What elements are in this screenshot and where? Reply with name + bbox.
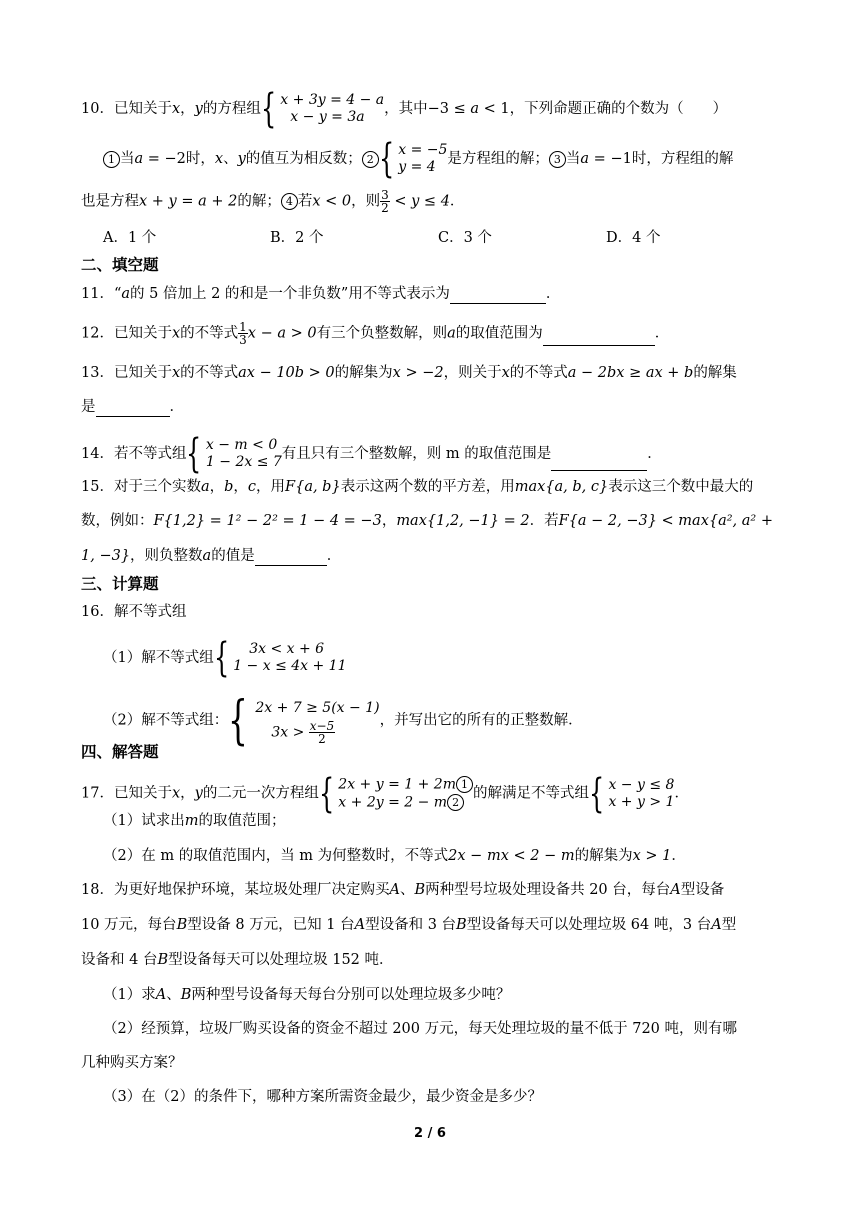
q13-line1: 13．已知关于x的不等式ax − 10b > 0的解集为x > −2，则关于x的不等式a − 2bx ≥ ax + b的解集 [81, 365, 737, 381]
q18-part2-line2: 几种购买方案？ [81, 1055, 183, 1071]
q10-option-c[interactable]: C．3 个 [438, 230, 492, 246]
q17-part2: （2）在 m 的取值范围内，当 m 为何整数时，不等式2x − mx < 2 − m的解集为x > 1． [103, 848, 686, 864]
q16-part1: （1）解不等式组{ 3x < x + 6 1 − x ≤ 4x + 11 [103, 635, 347, 681]
q18-line3: 设备和 4 台B型设备每天可以处理垃圾 152 吨． [81, 952, 394, 968]
q16-title: 16．解不等式组 [81, 604, 187, 620]
q14: 14．若不等式组{ x − m < 0 1 − 2x ≤ 7 有且只有三个整数解，则 m 的取值范围是 ． [81, 431, 662, 477]
q15-answer-blank[interactable] [255, 549, 327, 566]
q10-option-d[interactable]: D．4 个 [606, 230, 661, 246]
q18-part2-line1: （2）经预算，垃圾厂购买设备的资金不超过 200 万元，每天处理垃圾的量不低于 720 吨，则有哪 [103, 1021, 738, 1037]
q10-line1: 10．已知关于x，y的方程组{ x + 3y = 4 − a x − y = 3a ，其中−3 ≤ a < 1，下列命题正确的个数为（ ） [81, 86, 728, 132]
q13-answer-blank[interactable] [96, 400, 170, 417]
q11: 11．“a的 5 倍加上 2 的和是一个非负数”用不等式表示为 ． [81, 286, 561, 302]
section-heading-calculation: 三、计算题 [81, 575, 159, 593]
q18-part1: （1）求A、B两种型号设备每天每台分别可以处理垃圾多少吨？ [103, 987, 511, 1003]
q10-option-b[interactable]: B．2 个 [270, 230, 324, 246]
q12-answer-blank[interactable] [543, 329, 655, 346]
q10-line2: 1 当a = −2时，x、y的值互为相反数； 2 { x = −5 y = 4 是方程组的解； 3 当a = −1时，方程组的解 [103, 142, 733, 176]
q18-line1: 18．为更好地保护环境，某垃圾处理厂决定购买A、B两种型号垃圾处理设备共 20 台，每台A型设备 [81, 882, 725, 898]
q18-line2: 10 万元，每台B型设备 8 万元，已知 1 台A型设备和 3 台B型设备每天可以处理垃圾 64 吨，3 台A型 [81, 917, 737, 933]
q13-line2: 是 ． [81, 399, 184, 415]
section-heading-fill-in: 二、填空题 [81, 256, 159, 274]
q15-line3: 1, −3}，则负整数a的值是 ． [81, 548, 342, 564]
q17-part1: （1）试求出m的取值范围； [103, 813, 286, 829]
q10-option-a[interactable]: A．1 个 [103, 230, 157, 246]
q18-part3: （3）在（2）的条件下，哪种方案所需资金最少，最少资金是多少？ [103, 1089, 542, 1105]
q15-line1: 15．对于三个实数a，b，c，用F{a, b}表示这两个数的平方差，用max{a, b, c}表示这三个数中最大的 [81, 479, 754, 495]
q16-part2: （2）解不等式组：{ 2x + 7 ≥ 5(x − 1) 3x > $\frac{x-5}{2}$ ，并写出它的所有的正整数解． [103, 690, 583, 751]
page-number: 2 / 6 [414, 1126, 446, 1141]
q17-line1: 17．已知关于x，y的二元一次方程组{ 2x + y = 1 + 2m 1 x + 2y = 2 − m 2 的解满足不等式组{ x − y ≤ 8 x + y > 1 ． [81, 770, 689, 817]
q10-line3: 也是方程x + y = a + 2的解； 4 若x < 0，则 $\frac{3}{2}$ < y ≤ 4． [81, 188, 465, 215]
q12: 12．已知关于x的不等式 $\frac{1}{3}$ x − a > 0有三个负整数解，则a的取值范围为 ． [81, 320, 670, 347]
q15-line2: 数，例如：F{1,2} = 1² − 2² = 1 − 4 = −3，max{1,2, −1} = 2．若F{a − 2, −3} < max{a², a² + [81, 513, 773, 529]
q11-answer-blank[interactable] [450, 287, 546, 304]
section-heading-answer: 四、解答题 [81, 743, 159, 761]
q14-answer-blank[interactable] [551, 454, 647, 471]
